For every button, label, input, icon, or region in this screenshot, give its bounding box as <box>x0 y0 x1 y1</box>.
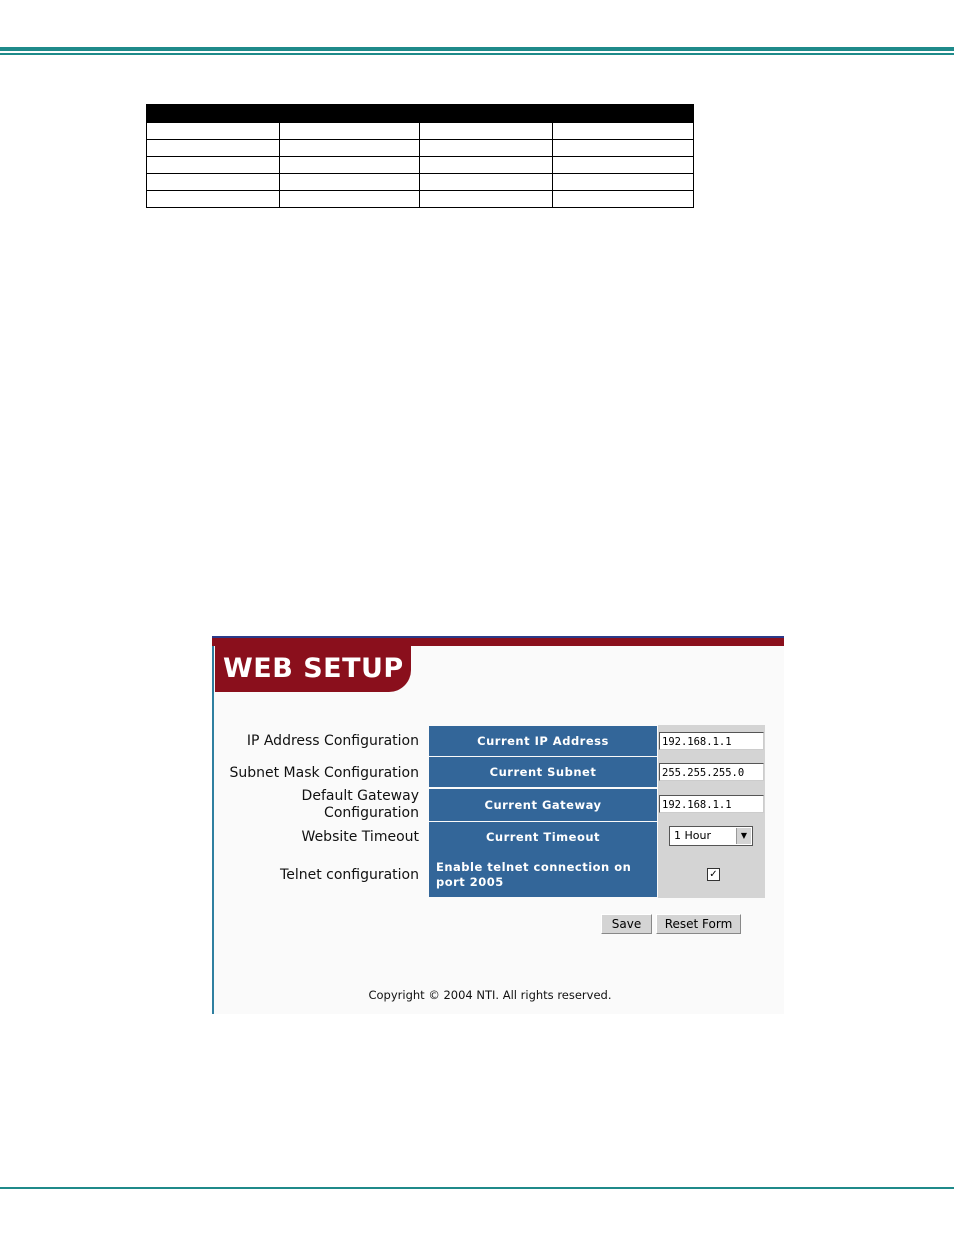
empty-table <box>146 104 694 208</box>
copyright-text: Copyright © 2004 NTI. All rights reserved. <box>368 988 612 1002</box>
ip-address-input[interactable]: 192.168.1.1 <box>659 732 764 750</box>
table-cell <box>147 123 280 140</box>
table-cell <box>147 140 280 157</box>
gateway-input[interactable]: 192.168.1.1 <box>659 795 764 813</box>
table-cell <box>553 174 694 191</box>
table-row <box>147 140 694 157</box>
table-header-cell <box>420 105 553 123</box>
current-ip-cell: Current IP Address <box>429 726 657 756</box>
table-row <box>147 191 694 208</box>
table-cell <box>553 140 694 157</box>
table-cell <box>279 123 420 140</box>
enable-telnet-cell <box>429 852 657 897</box>
chevron-down-icon[interactable]: ▼ <box>736 828 751 844</box>
table-header-cell <box>147 105 280 123</box>
web-setup-screenshot <box>212 636 784 1014</box>
save-button[interactable]: Save <box>601 914 652 934</box>
table-row <box>147 174 694 191</box>
table-cell <box>147 174 280 191</box>
table-row <box>147 157 694 174</box>
timeout-select[interactable] <box>669 826 753 846</box>
table-cell <box>279 191 420 208</box>
table-cell <box>279 174 420 191</box>
table-cell <box>553 191 694 208</box>
table-cell <box>420 140 553 157</box>
timeout-select-value: 1 Hour <box>674 829 711 842</box>
web-setup-banner: WEB SETUP <box>215 646 411 692</box>
footer-rule <box>0 1187 954 1189</box>
gateway-config-label-line2: Configuration <box>324 805 419 821</box>
table-cell <box>553 157 694 174</box>
enable-telnet-label-line2: port 2005 <box>436 874 504 889</box>
table-cell <box>420 191 553 208</box>
current-timeout-cell: Current Timeout <box>429 822 657 852</box>
enable-telnet-label-line1: Enable telnet connection on <box>436 859 632 874</box>
telnet-config-label: Telnet configuration <box>280 867 419 883</box>
current-gateway-cell: Current Gateway <box>429 789 657 821</box>
table-header-cell <box>553 105 694 123</box>
ip-config-label: IP Address Configuration <box>246 733 419 749</box>
table-cell <box>420 174 553 191</box>
table-cell <box>147 191 280 208</box>
table-cell <box>420 157 553 174</box>
table-row <box>147 123 694 140</box>
table-cell <box>279 157 420 174</box>
website-timeout-label: Website Timeout <box>301 829 419 845</box>
gateway-config-label-line1: Default Gateway <box>301 788 419 804</box>
table-cell <box>553 123 694 140</box>
top-bar-red <box>212 638 784 646</box>
table-cell <box>147 157 280 174</box>
table-cell <box>420 123 553 140</box>
left-border-line <box>212 646 214 1014</box>
table-header-cell <box>279 105 420 123</box>
table-header-row <box>147 105 694 123</box>
telnet-enable-checkbox[interactable]: ✓ <box>707 868 720 881</box>
current-subnet-cell: Current Subnet <box>429 757 657 787</box>
subnet-config-label: Subnet Mask Configuration <box>229 765 419 781</box>
header-rule-thick <box>0 47 954 51</box>
table-cell <box>279 140 420 157</box>
reset-form-button[interactable]: Reset Form <box>656 914 741 934</box>
subnet-input[interactable]: 255.255.255.0 <box>659 763 764 781</box>
header-rule-thin <box>0 53 954 55</box>
